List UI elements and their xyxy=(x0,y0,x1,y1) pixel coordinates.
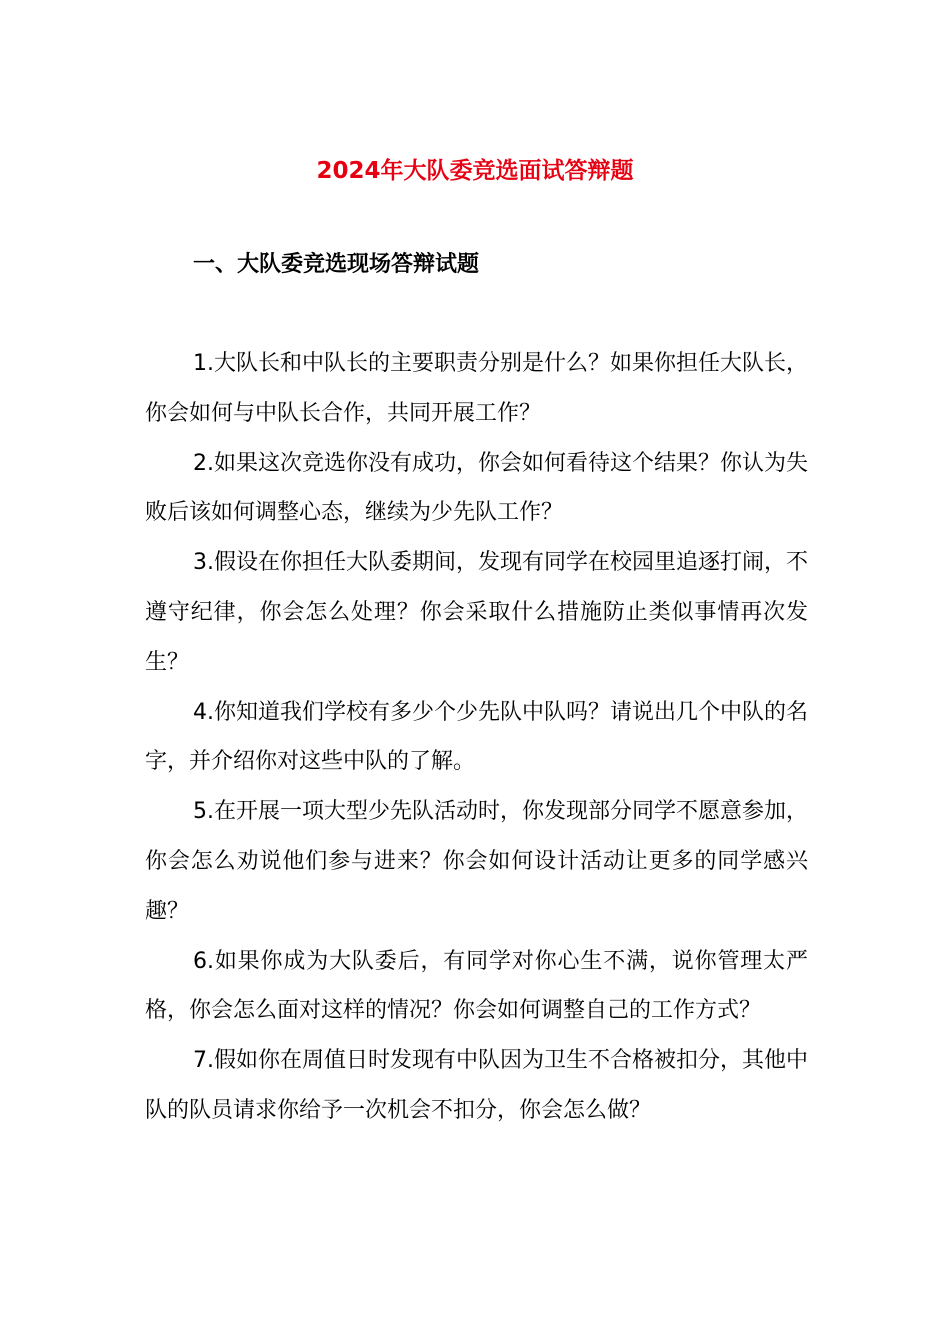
question-item: 3.假设在你担任大队委期间，发现有同学在校园里追逐打闹，不遵守纪律，你会怎么处理？你会采取什么措施防止类似事情再次发生？ xyxy=(145,550,808,675)
document-title: 2024年大队委竞选面试答辩题 xyxy=(316,158,634,184)
question-item: 5.在开展一项大型少先队活动时，你发现部分同学不愿意参加，你会怎么劝说他们参与进来？你会如何设计活动让更多的同学感兴趣？ xyxy=(145,799,808,924)
question-item: 7.假如你在周值日时发现有中队因为卫生不合格被扣分，其他中队的队员请求你给予一次机会不扣分，你会怎么做？ xyxy=(145,1048,808,1123)
section-heading: 一、大队委竞选现场答辩试题 xyxy=(193,252,480,277)
question-item: 1.大队长和中队长的主要职责分别是什么？如果你担任大队长，你会如何与中队长合作，共同开展工作？ xyxy=(145,351,808,426)
question-list xyxy=(145,339,808,1136)
question-item: 2.如果这次竞选你没有成功，你会如何看待这个结果？你认为失败后该如何调整心态，继续为少先队工作？ xyxy=(145,450,808,526)
question-item: 6.如果你成为大队委后，有同学对你心生不满，说你管理太严格，你会怎么面对这样的情况？你会如何调整自己的工作方式？ xyxy=(145,948,808,1024)
question-item: 4.你知道我们学校有多少个少先队中队吗？请说出几个中队的名字，并介绍你对这些中队的了解。 xyxy=(145,699,808,775)
